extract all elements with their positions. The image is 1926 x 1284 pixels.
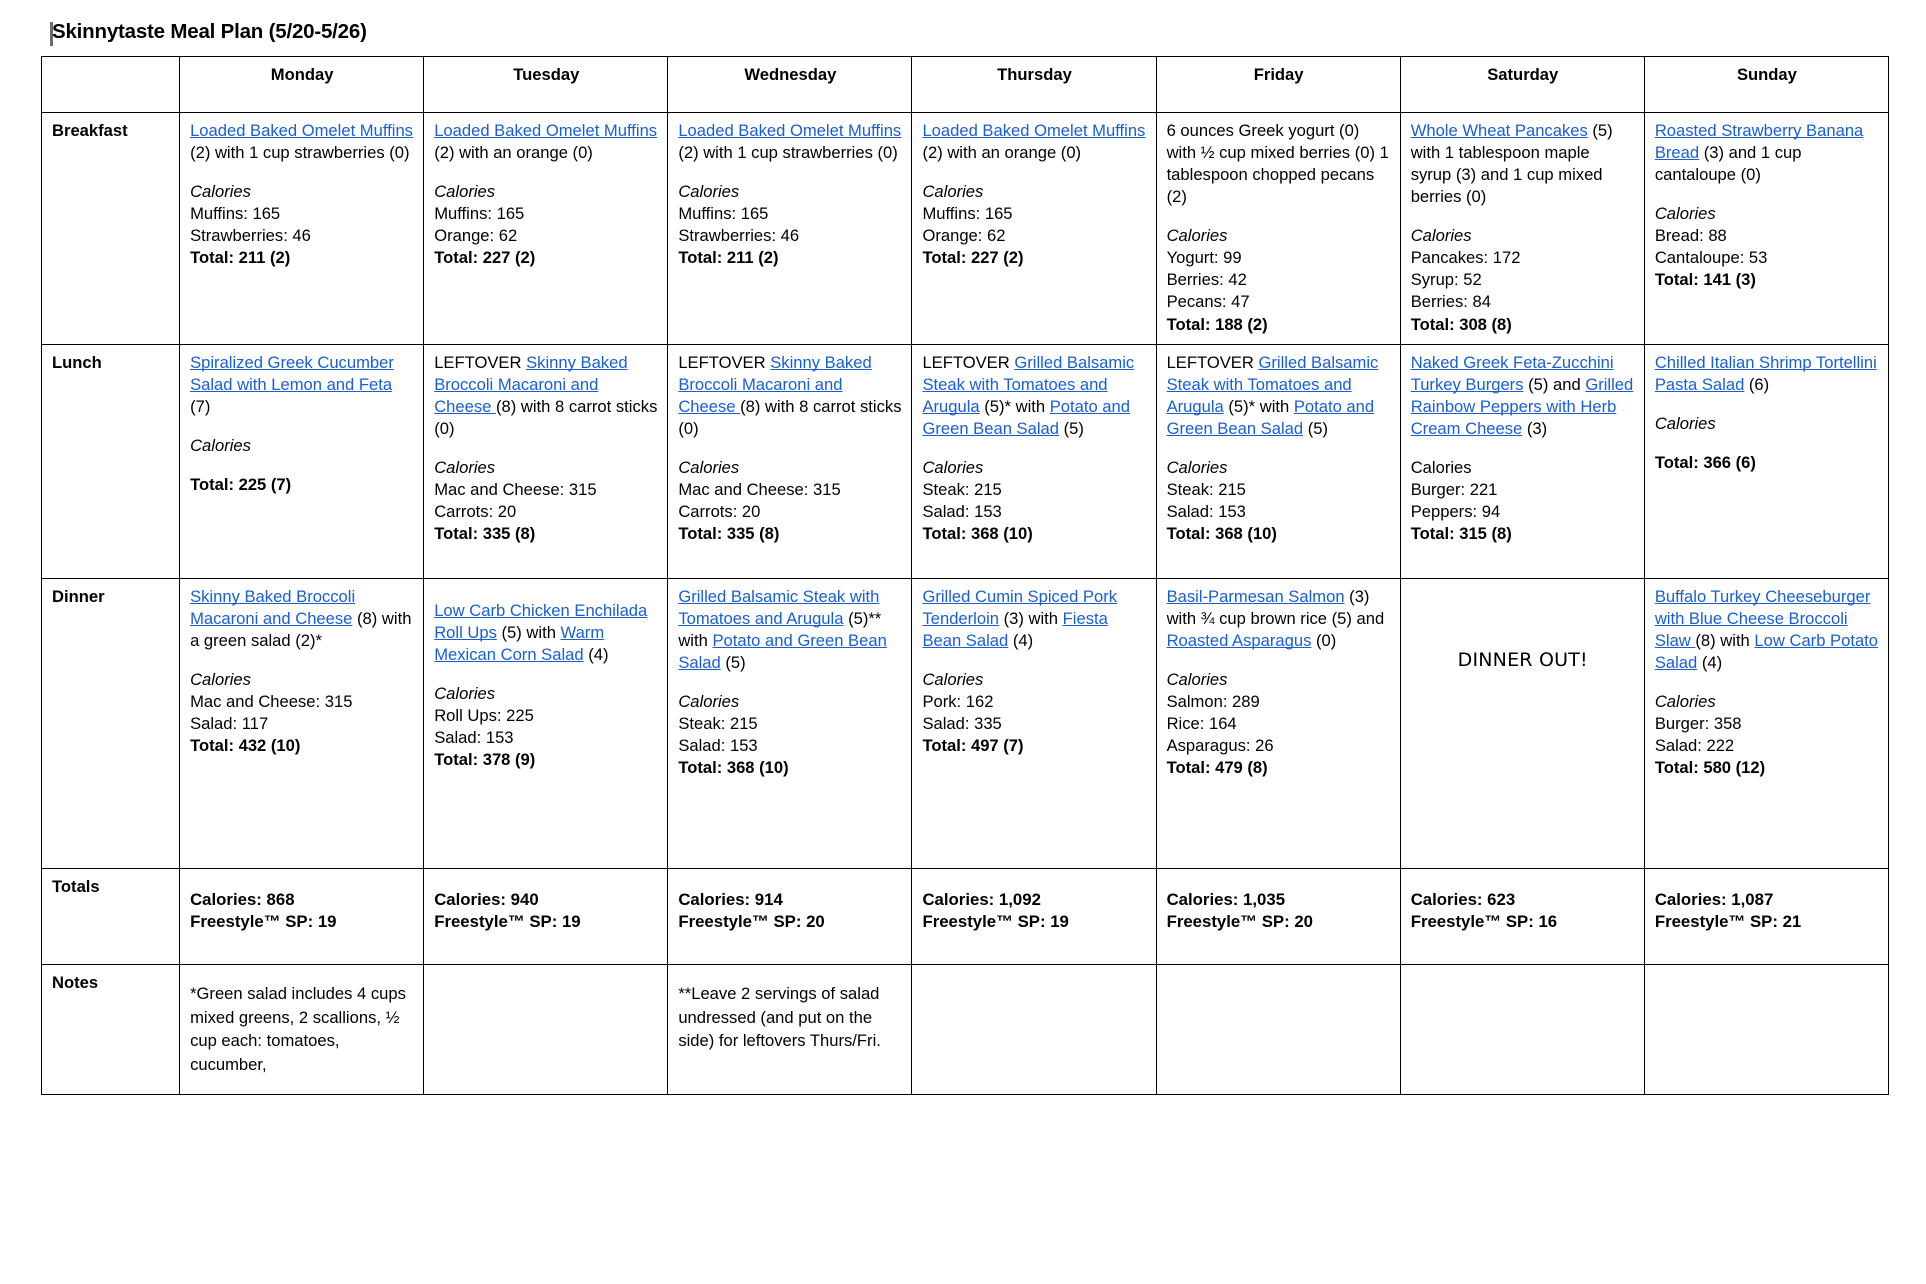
meal-description-mid: (5)* with <box>1223 397 1294 417</box>
table-row-dinner <box>42 579 1889 869</box>
calorie-line: Salad: 153 <box>922 502 1002 522</box>
calorie-line: Pork: 162 <box>922 692 994 712</box>
meal-description-rest: (2) with 1 cup strawberries (0) <box>678 143 898 163</box>
recipe-link-secondary[interactable]: Roasted Asparagus <box>1166 631 1312 651</box>
meal-description <box>434 600 658 666</box>
meal-description <box>678 586 902 674</box>
cell-dinner-tuesday <box>424 579 668 869</box>
note-text: **Leave 2 servings of salad undressed (and put on the side) for leftovers Thurs/Fri. <box>678 984 881 1051</box>
cell-lunch-tuesday <box>424 345 668 579</box>
page-title: Skinnytaste Meal Plan (5/20-5/26) <box>52 20 367 43</box>
recipe-link[interactable]: Loaded Baked Omelet Muffins <box>434 121 658 140</box>
total-calories: Calories: 623 <box>1410 890 1516 909</box>
meal-description <box>190 586 414 652</box>
recipe-link-secondary[interactable]: Potato and Green Bean Salad <box>678 631 887 673</box>
column-header-tuesday: Tuesday <box>424 57 668 113</box>
meal-description <box>1411 352 1635 440</box>
leftover-prefix: LEFTOVER <box>922 353 1015 372</box>
calorie-line: Mac and Cheese: 315 <box>434 480 597 500</box>
calorie-total: Total: 315 (8) <box>1410 524 1512 544</box>
recipe-link[interactable]: Basil-Parmesan Salmon <box>1166 587 1345 606</box>
recipe-link[interactable]: Grilled Balsamic Steak with Tomatoes and Arugula <box>1166 353 1379 417</box>
table-row-breakfast <box>42 113 1889 345</box>
meal-description-rest: (5) <box>1303 419 1328 439</box>
cell-totals-saturday <box>1400 869 1644 965</box>
recipe-link[interactable]: Skinny Baked Broccoli Macaroni and Cheese <box>678 353 872 417</box>
calorie-total: Total: 308 (8) <box>1410 314 1512 334</box>
calorie-total: Total: 368 (10) <box>1166 524 1277 544</box>
calorie-line: Berries: 42 <box>1166 270 1247 290</box>
cell-dinner-sunday <box>1644 579 1888 869</box>
calorie-line: Burger: 221 <box>1410 480 1498 500</box>
total-calories: Calories: 1,035 <box>1166 890 1286 909</box>
meal-description-rest: (3) and 1 cup cantaloupe (0) <box>1654 143 1802 185</box>
recipe-link[interactable]: Grilled Balsamic Steak with Tomatoes and Arugula <box>678 587 880 629</box>
calories-heading: Calories <box>1654 414 1716 434</box>
calorie-line: Salad: 222 <box>1654 736 1735 756</box>
meal-description-rest: (8) with 8 carrot sticks (0) <box>434 397 658 439</box>
calorie-total: Total: 227 (2) <box>434 248 536 268</box>
total-calories: Calories: 1,092 <box>922 890 1041 909</box>
calorie-line: Salad: 335 <box>922 714 1002 734</box>
meal-description: 6 ounces Greek yogurt (0) with ½ cup mixed berries (0) 1 tablespoon chopped pecans (2) <box>1166 121 1389 207</box>
total-smartpoints: Freestyle™ SP: 21 <box>1654 912 1802 932</box>
recipe-link[interactable]: Buffalo Turkey Cheeseburger with Blue Cheese Broccoli Slaw <box>1654 587 1871 651</box>
blank-line <box>1655 435 1879 452</box>
calorie-line: Muffins: 165 <box>190 204 281 224</box>
total-calories: Calories: 914 <box>678 890 783 909</box>
calories-heading: Calories <box>190 436 251 456</box>
calorie-line: Mac and Cheese: 315 <box>678 480 841 500</box>
cell-notes-sunday <box>1644 965 1888 1095</box>
calorie-line: Roll Ups: 225 <box>434 706 534 726</box>
total-smartpoints: Freestyle™ SP: 19 <box>190 912 337 932</box>
cell-dinner-saturday <box>1400 579 1644 869</box>
total-calories: Calories: 940 <box>434 890 539 909</box>
recipe-link-secondary[interactable]: Warm Mexican Corn Salad <box>434 623 605 665</box>
dinner-out-label: DINNER OUT! <box>1457 649 1588 671</box>
calories-heading: Calories <box>1166 670 1228 690</box>
calorie-line: Muffins: 165 <box>434 204 525 224</box>
total-smartpoints: Freestyle™ SP: 20 <box>678 912 825 932</box>
calorie-line: Carrots: 20 <box>434 502 517 522</box>
leftover-prefix: LEFTOVER <box>678 353 771 372</box>
calorie-line: Rice: 164 <box>1166 714 1237 734</box>
meal-description-rest: (3) <box>1522 419 1548 439</box>
cell-totals-sunday <box>1644 869 1888 965</box>
recipe-link[interactable]: Loaded Baked Omelet Muffins <box>678 121 902 140</box>
calories-heading: Calories <box>678 692 740 712</box>
calorie-total: Total: 432 (10) <box>190 736 301 756</box>
calorie-line: Steak: 215 <box>922 480 1002 500</box>
calories-heading: Calories <box>678 182 740 202</box>
calorie-line: Bread: 88 <box>1654 226 1727 246</box>
header-row <box>42 57 1889 113</box>
calorie-line: Steak: 215 <box>1166 480 1246 500</box>
meal-description-mid: (8) with <box>1695 631 1755 651</box>
meal-description <box>678 352 902 440</box>
calorie-line: Salad: 117 <box>190 714 269 734</box>
cell-dinner-friday <box>1156 579 1400 869</box>
recipe-link[interactable]: Naked Greek Feta-Zucchini Turkey Burgers <box>1410 353 1614 395</box>
total-calories: Calories: 1,087 <box>1654 890 1774 909</box>
recipe-link[interactable]: Loaded Baked Omelet Muffins <box>190 121 413 140</box>
calories-heading: Calories <box>190 670 251 690</box>
cell-lunch-thursday <box>912 345 1156 579</box>
column-header-thursday: Thursday <box>912 57 1156 113</box>
meal-description-rest: (2) with 1 cup strawberries (0) <box>190 143 410 163</box>
calorie-line: Mac and Cheese: 315 <box>190 692 353 712</box>
recipe-link-secondary[interactable]: Fiesta Bean Salad <box>922 609 1108 651</box>
table-row-notes <box>42 965 1889 1095</box>
cell-lunch-monday <box>180 345 424 579</box>
recipe-link[interactable]: Low Carb Chicken Enchilada Roll Ups <box>434 601 648 643</box>
meal-description-mid: (5) with <box>496 623 561 643</box>
note-text: *Green salad includes 4 cups mixed greens, 2 scallions, ½ cup each: tomatoes, cucumber, <box>190 984 406 1074</box>
calorie-line: Salad: 153 <box>1166 502 1246 522</box>
row-label-breakfast: Breakfast <box>42 113 180 345</box>
meal-description <box>678 120 902 164</box>
cell-totals-monday <box>180 869 424 965</box>
row-label-notes: Notes <box>42 965 180 1095</box>
row-label-totals: Totals <box>42 869 180 965</box>
recipe-link-secondary[interactable]: Potato and Green Bean Salad <box>922 397 1130 439</box>
meal-description-rest: (8) with 8 carrot sticks (0) <box>678 397 902 439</box>
cell-notes-saturday <box>1400 965 1644 1095</box>
calorie-line: Cantaloupe: 53 <box>1654 248 1768 268</box>
calories-heading: Calories <box>1654 692 1716 712</box>
meal-description <box>922 120 1146 164</box>
recipe-link-secondary[interactable]: Grilled Rainbow Peppers with Herb Cream Cheese <box>1410 375 1634 439</box>
corner-header <box>42 57 180 113</box>
cell-totals-wednesday <box>668 869 912 965</box>
calorie-total: Total: 368 (10) <box>678 758 789 778</box>
table-header <box>42 57 1889 113</box>
meal-description-rest: (4) <box>1008 631 1034 651</box>
meal-plan-table <box>41 56 1889 1095</box>
recipe-link[interactable]: Skinny Baked Broccoli Macaroni and Cheese <box>190 587 356 629</box>
row-label-lunch: Lunch <box>42 345 180 579</box>
meal-description-rest: (4) <box>583 645 609 665</box>
calories-heading: Calories <box>1166 458 1228 478</box>
cell-lunch-sunday <box>1644 345 1888 579</box>
meal-description-mid: (5)* with <box>979 397 1050 417</box>
recipe-link[interactable]: Spiralized Greek Cucumber Salad with Lemon and Feta <box>190 353 394 395</box>
total-calories: Calories: 868 <box>190 890 295 909</box>
calorie-line: Pancakes: 172 <box>1410 248 1521 268</box>
calorie-line: Yogurt: 99 <box>1166 248 1242 268</box>
meal-description <box>1167 586 1391 652</box>
calorie-line: Peppers: 94 <box>1410 502 1501 522</box>
calories-heading: Calories <box>434 684 496 704</box>
calorie-total: Total: 335 (8) <box>678 524 780 544</box>
meal-description <box>434 120 658 164</box>
calorie-total: Total: 366 (6) <box>1654 453 1756 473</box>
calories-heading: Calories <box>434 182 496 202</box>
cell-breakfast-monday <box>180 113 424 345</box>
cell-totals-tuesday <box>424 869 668 965</box>
calorie-total: Total: 188 (2) <box>1166 314 1268 334</box>
recipe-link[interactable]: Grilled Cumin Spiced Pork Tenderloin <box>922 587 1118 629</box>
calorie-line: Strawberries: 46 <box>190 226 311 246</box>
calorie-line: Carrots: 20 <box>678 502 761 522</box>
calorie-line: Steak: 215 <box>678 714 758 734</box>
total-smartpoints: Freestyle™ SP: 19 <box>922 912 1069 932</box>
calorie-line: Pecans: 47 <box>1166 292 1250 312</box>
recipe-link[interactable]: Chilled Italian Shrimp Tortellini Pasta Salad <box>1654 353 1877 395</box>
recipe-link[interactable]: Loaded Baked Omelet Muffins <box>922 121 1146 140</box>
meal-description-mid: (5)** with <box>678 609 882 651</box>
cell-lunch-wednesday <box>668 345 912 579</box>
cell-totals-thursday <box>912 869 1156 965</box>
calorie-total: Total: 580 (12) <box>1654 758 1766 778</box>
cell-breakfast-thursday <box>912 113 1156 345</box>
blank-line <box>190 457 414 474</box>
calorie-total: Total: 368 (10) <box>922 524 1033 544</box>
table-row-lunch <box>42 345 1889 579</box>
meal-description-mid: (3) with <box>999 609 1063 629</box>
column-header-sunday: Sunday <box>1644 57 1888 113</box>
total-smartpoints: Freestyle™ SP: 16 <box>1410 912 1558 932</box>
meal-description-rest: (4) <box>1697 653 1723 673</box>
calorie-line: Syrup: 52 <box>1410 270 1482 290</box>
meal-description-rest: (2) with an orange (0) <box>434 143 593 163</box>
recipe-link[interactable]: Grilled Balsamic Steak with Tomatoes and Arugula <box>922 353 1135 417</box>
cell-notes-thursday <box>912 965 1156 1095</box>
meal-description <box>190 352 414 418</box>
cell-breakfast-friday <box>1156 113 1400 345</box>
calorie-line: Strawberries: 46 <box>678 226 800 246</box>
cell-lunch-saturday <box>1400 345 1644 579</box>
meal-description-rest: (6) <box>1744 375 1770 395</box>
calorie-total: Total: 211 (2) <box>190 248 291 268</box>
meal-description-rest: (8) with a green salad (2)* <box>190 609 412 651</box>
calorie-total: Total: 141 (3) <box>1654 270 1756 290</box>
meal-description <box>1655 586 1879 674</box>
cell-breakfast-tuesday <box>424 113 668 345</box>
recipe-link-secondary[interactable]: Potato and Green Bean Salad <box>1166 397 1375 439</box>
calorie-line: Asparagus: 26 <box>1166 736 1274 756</box>
column-header-friday: Friday <box>1156 57 1400 113</box>
calorie-total: Total: 227 (2) <box>922 248 1024 268</box>
row-label-dinner: Dinner <box>42 579 180 869</box>
meal-description-rest: (5) with 1 tablespoon maple syrup (3) and 1 cup mixed berries (0) <box>1410 121 1613 207</box>
recipe-link-secondary[interactable]: Low Carb Potato Salad <box>1654 631 1879 673</box>
meal-description-rest: (5) <box>720 653 746 673</box>
meal-description-rest: (0) <box>1311 631 1337 651</box>
cell-breakfast-wednesday <box>668 113 912 345</box>
calorie-total: Total: 378 (9) <box>434 750 536 770</box>
column-header-saturday: Saturday <box>1400 57 1644 113</box>
meal-description <box>922 352 1146 440</box>
cell-totals-friday <box>1156 869 1400 965</box>
meal-description <box>1655 352 1879 396</box>
table-row-totals <box>42 869 1889 965</box>
calories-heading: Calories <box>922 670 984 690</box>
calorie-total: Total: 497 (7) <box>922 736 1024 756</box>
cell-breakfast-sunday <box>1644 113 1888 345</box>
meal-description <box>1167 352 1391 440</box>
meal-description-rest: (7) <box>190 397 211 417</box>
cell-lunch-friday <box>1156 345 1400 579</box>
total-smartpoints: Freestyle™ SP: 20 <box>1166 912 1314 932</box>
column-header-monday: Monday <box>180 57 424 113</box>
calorie-line: Salad: 153 <box>434 728 514 748</box>
calorie-line: Muffins: 165 <box>922 204 1013 224</box>
cell-dinner-thursday <box>912 579 1156 869</box>
meal-description <box>1655 120 1879 186</box>
recipe-link[interactable]: Whole Wheat Pancakes <box>1410 121 1588 140</box>
calories-heading: Calories <box>922 182 984 202</box>
meal-description <box>190 120 414 164</box>
recipe-link[interactable]: Skinny Baked Broccoli Macaroni and Cheese <box>434 353 628 417</box>
recipe-link[interactable]: Roasted Strawberry Banana Bread <box>1654 121 1864 163</box>
calorie-line: Orange: 62 <box>434 226 518 246</box>
calories-heading: Calories <box>190 182 251 202</box>
meal-description-rest: (5) <box>1058 419 1084 439</box>
meal-description-rest: (2) with an orange (0) <box>922 143 1082 163</box>
calories-heading: Calories <box>922 458 984 478</box>
calorie-total: Total: 335 (8) <box>434 524 536 544</box>
leftover-prefix: LEFTOVER <box>1166 353 1259 372</box>
calories-heading: Calories <box>1410 226 1472 246</box>
cell-notes-friday <box>1156 965 1400 1095</box>
calories-heading: Calories <box>1166 226 1228 246</box>
cell-breakfast-saturday <box>1400 113 1644 345</box>
calorie-total: Total: 225 (7) <box>190 475 292 495</box>
cell-dinner-wednesday <box>668 579 912 869</box>
calorie-total: Total: 479 (8) <box>1166 758 1268 778</box>
calorie-line: Berries: 84 <box>1410 292 1491 312</box>
meal-description-mid: (3) with ¾ cup brown rice (5) and <box>1166 587 1385 629</box>
calorie-line: Orange: 62 <box>922 226 1006 246</box>
calories-heading: Calories <box>1410 458 1472 478</box>
meal-description <box>922 586 1146 652</box>
meal-description-mid: (5) and <box>1523 375 1586 395</box>
meal-description <box>1411 120 1635 208</box>
calorie-line: Salmon: 289 <box>1166 692 1260 712</box>
total-smartpoints: Freestyle™ SP: 19 <box>434 912 581 932</box>
calorie-line: Salad: 153 <box>678 736 758 756</box>
cell-notes-monday <box>180 965 424 1095</box>
calorie-line: Burger: 358 <box>1654 714 1742 734</box>
calories-heading: Calories <box>1654 204 1716 224</box>
calorie-line: Muffins: 165 <box>678 204 769 224</box>
leftover-prefix: LEFTOVER <box>434 353 527 372</box>
meal-description <box>434 352 658 440</box>
cell-notes-wednesday <box>668 965 912 1095</box>
calories-heading: Calories <box>434 458 496 478</box>
cell-notes-tuesday <box>424 965 668 1095</box>
calorie-total: Total: 211 (2) <box>678 248 779 268</box>
calories-heading: Calories <box>678 458 740 478</box>
cell-dinner-monday <box>180 579 424 869</box>
column-header-wednesday: Wednesday <box>668 57 912 113</box>
